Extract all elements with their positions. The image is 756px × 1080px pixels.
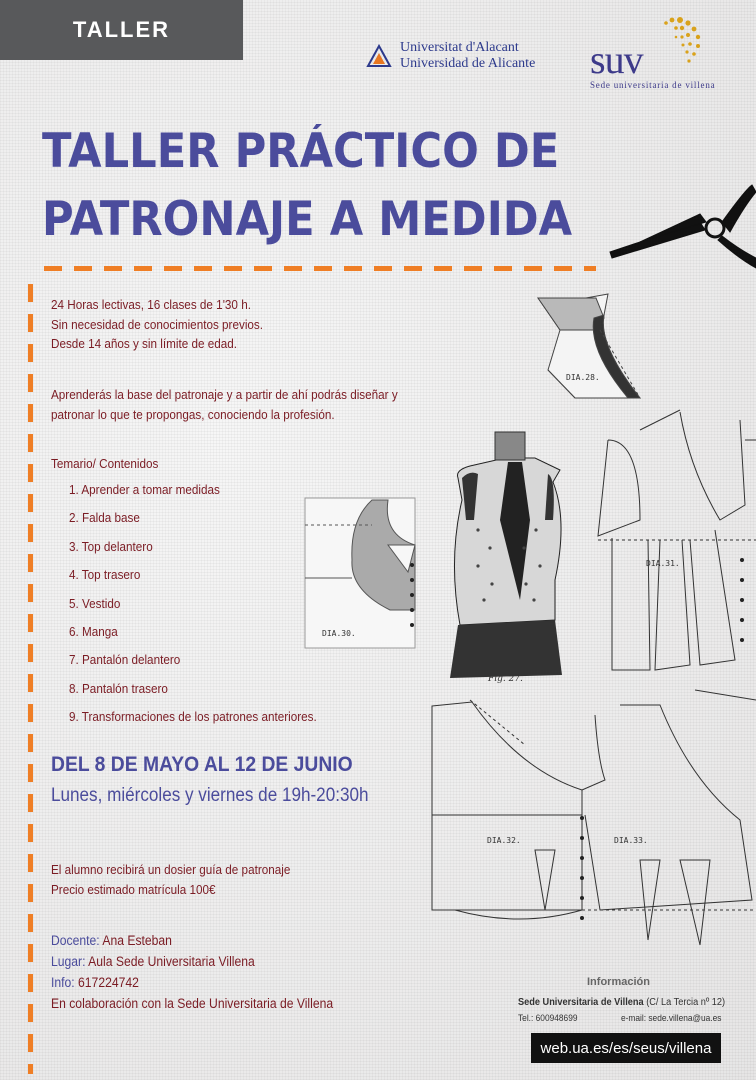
list-item: 9. Transformaciones de los patrones anteriores. [69,709,317,725]
course-dates: DEL 8 DE MAYO AL 12 DE JUNIO [51,753,353,776]
diagram-32-33 [432,690,756,945]
temario-heading: Temario/ Contenidos [51,456,159,471]
course-intro [51,295,465,354]
diagram-28-label: DIA.28. [566,373,600,382]
list-item: 6. Manga [69,623,118,639]
list-item: 2. Falda base [69,510,140,526]
diagram-32-label: DIA.32. [487,836,521,845]
ua-name-valencian: Universitat d'Alacant [400,40,519,55]
description-line: patronar lo que te propongas, conociendo la profesión. [51,406,335,422]
docente-value: Ana Esteban [102,933,172,948]
figure-27-label: Fig. 27. [488,674,523,684]
title-line-1: TALLER PRÁCTICO DE [42,124,560,179]
info-phone: 617224742 [78,975,139,990]
course-details [51,930,333,1014]
suv-wordmark: suv [590,37,643,82]
contact-line [518,1013,740,1024]
contact-phone: Tel.: 600948699 [518,1013,578,1024]
intro-line: Desde 14 años y sin límite de edad. [51,336,238,351]
contact-email[interactable]: e-mail: sede.villena@ua.es [620,1013,722,1024]
vest-illustration [450,432,562,678]
info-label: Info: [51,975,75,990]
diagram-31-buttons [740,558,744,642]
diagram-31 [598,410,756,670]
diagram-33-label: DIA.33. [614,836,648,845]
intro-line: 24 Horas lectivas, 16 clases de 1'30 h. [51,297,251,312]
list-item: 7. Pantalón delantero [69,652,181,668]
lugar-value: Aula Sede Universitaria Villena [88,954,255,969]
diagram-30-label: DIA.30. [322,629,356,638]
ua-name-spanish: Universidad de Alicante [400,56,536,71]
diagram-28 [538,294,640,398]
diagram-31-label: DIA.31. [646,559,680,568]
price-line: Precio estimado matrícula 100€ [51,881,216,897]
course-schedule: Lunes, miércoles y viernes de 19h-20:30h [51,785,369,806]
intro-line: Sin necesidad de conocimientos previos. [51,316,264,332]
list-item: 1. Aprender a tomar medidas [69,482,220,497]
lugar-label: Lugar: [51,954,86,969]
list-item: 3. Top delantero [69,538,153,554]
list-item: 4. Top trasero [69,567,141,583]
docente-label: Docente: [51,933,100,948]
temario-list [69,482,317,738]
course-description [51,385,465,424]
list-item: 5. Vestido [69,595,121,611]
taller-tag: TALLER [0,0,243,60]
scissors-icon [610,185,756,268]
title-line-2: PATRONAJE A MEDIDA [42,192,573,247]
description-line: Aprenderás la base del patronaje y a partir de ahí podrás diseñar y [51,387,398,402]
sede-address: (C/ La Tercia nº 12) [646,997,726,1008]
contact-title: Información [587,976,650,988]
diagram-30 [305,498,415,648]
sede-name: Sede Universitaria de Villena [518,997,644,1008]
extra-info [51,860,290,899]
dossier-line: El alumno recibirá un dosier guía de patronaje [51,862,291,877]
collaboration-line: En colaboración con la Sede Universitaria de Villena [51,996,334,1011]
suv-subtitle: Sede universitaria de villena [590,80,716,90]
website-link[interactable]: web.ua.es/es/seus/villena [531,1033,721,1063]
list-item: 8. Pantalón trasero [69,680,168,696]
contact-sede [518,997,725,1008]
